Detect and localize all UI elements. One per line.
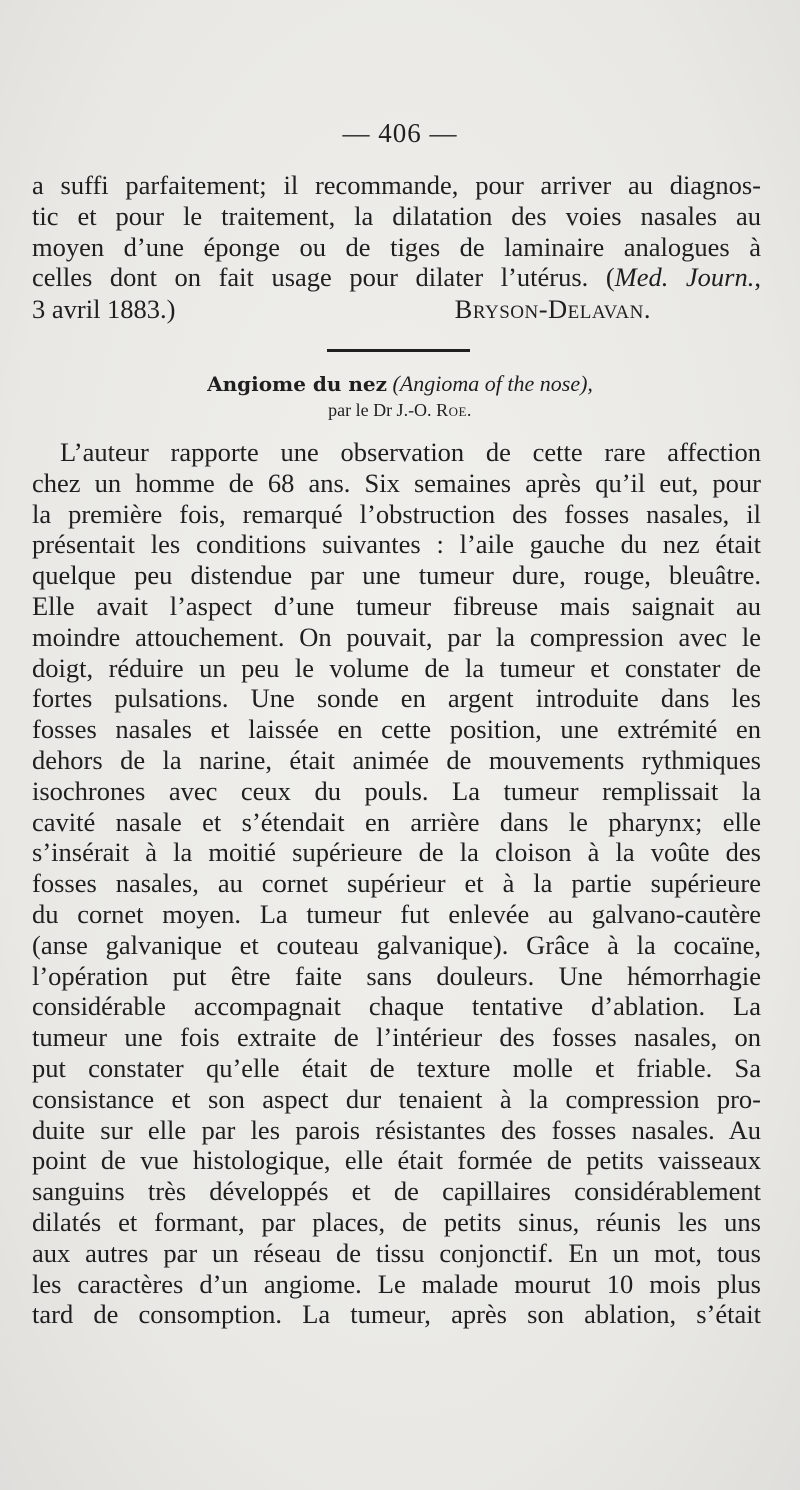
text-line: isochrones avec ceux du pouls. La tumeur remplissait la <box>32 775 761 806</box>
journal-citation: Med. Journ. <box>614 262 755 293</box>
text-line: considérable accompagnait chaque tentative d’ablation. La <box>32 991 761 1022</box>
text-line: les caractères d’un angiome. Le malade mourut 10 mois plus <box>32 1268 761 1299</box>
article-title-alt: (Angioma of the nose), <box>392 371 593 396</box>
text-line: chez un homme de 68 ans. Six semaines après qu’il eut, pour <box>32 467 761 498</box>
section-divider <box>327 349 470 352</box>
text-line: s’insérait à la moitié supérieure de la cloison à la voûte des <box>32 837 761 868</box>
text-line: duite sur elle par les parois résistantes des fosses nasales. Au <box>32 1114 761 1145</box>
text-line: moindre attouchement. On pouvait, par la compression avec le <box>32 621 761 652</box>
text-line: sanguins très développés et de capillaires considérablement <box>32 1176 761 1207</box>
article-title-main: Angiome du nez <box>207 372 388 396</box>
text-line: a suffi parfaitement; il recommande, pour arriver au diagnos- <box>32 170 761 200</box>
reference-line <box>32 293 761 325</box>
text-line: consistance et son aspect dur tenaient à la compression pro- <box>32 1083 761 1114</box>
text-line: Elle avait l’aspect d’une tumeur fibreuse mais saignait au <box>32 590 761 621</box>
text-line: put constater qu’elle était de texture molle et friable. Sa <box>32 1052 761 1083</box>
text-line: tumeur une fois extraite de l’intérieur des fosses nasales, on <box>32 1022 761 1053</box>
text-line: moyen d’une éponge ou de tiges de laminaire analogues à <box>32 231 761 262</box>
byline-author: Roe. <box>436 400 472 420</box>
text-line: fosses nasales et laissée en cette position, une extrémité en <box>32 714 761 745</box>
reference-date: 3 avril 1883.) <box>32 294 176 325</box>
intro-paragraph <box>32 170 761 325</box>
text-line: du cornet moyen. La tumeur fut enlevée au galvano-cautère <box>32 898 761 929</box>
text-line: cavité nasale et s’étendait en arrière dans le pharynx; elle <box>32 806 761 837</box>
reference-author: Bryson-Delavan. <box>454 294 651 325</box>
text-line: celles dont on fait usage pour dilater l’utérus. (Med. Journ., <box>32 262 761 293</box>
text-line: dilatés et formant, par places, de petits sinus, réunis les uns <box>32 1206 761 1237</box>
text-line: la première fois, remarqué l’obstruction des fosses nasales, il <box>32 498 761 529</box>
text-line: l’opération put être faite sans douleurs. Une hémorrhagie <box>32 960 761 991</box>
text-line: point de vue histologique, elle était formée de petits vaisseaux <box>32 1145 761 1176</box>
text-line: aux autres par un réseau de tissu conjonctif. En un mot, tous <box>32 1237 761 1268</box>
text-line: doigt, réduire un peu le volume de la tumeur et constater de <box>32 652 761 683</box>
text-line: dehors de la narine, était animée de mouvements rythmiques <box>32 744 761 775</box>
text-line: quelque peu distendue par une tumeur dure, rouge, bleuâtre. <box>32 560 761 591</box>
article-body <box>32 437 761 1330</box>
article-byline <box>0 400 800 421</box>
text-line: tard de consomption. La tumeur, après son ablation, s’était <box>32 1299 761 1330</box>
text-line: tic et pour le traitement, la dilatation des voies nasales au <box>32 200 761 231</box>
page-number: — 406 — <box>342 118 458 148</box>
text-line: L’auteur rapporte une observation de cette rare affection <box>60 437 761 467</box>
byline-prefix: par le Dr J.-O. <box>328 400 432 420</box>
text-line: (anse galvanique et couteau galvanique). Grâce à la cocaïne, <box>32 929 761 960</box>
text-line: fortes pulsations. Une sonde en argent introduite dans les <box>32 683 761 714</box>
text-line: fosses nasales, au cornet supérieur et à la partie supérieure <box>32 868 761 899</box>
text-line: présentait les conditions suivantes : l’aile gauche du nez était <box>32 529 761 560</box>
article-title <box>0 371 800 397</box>
